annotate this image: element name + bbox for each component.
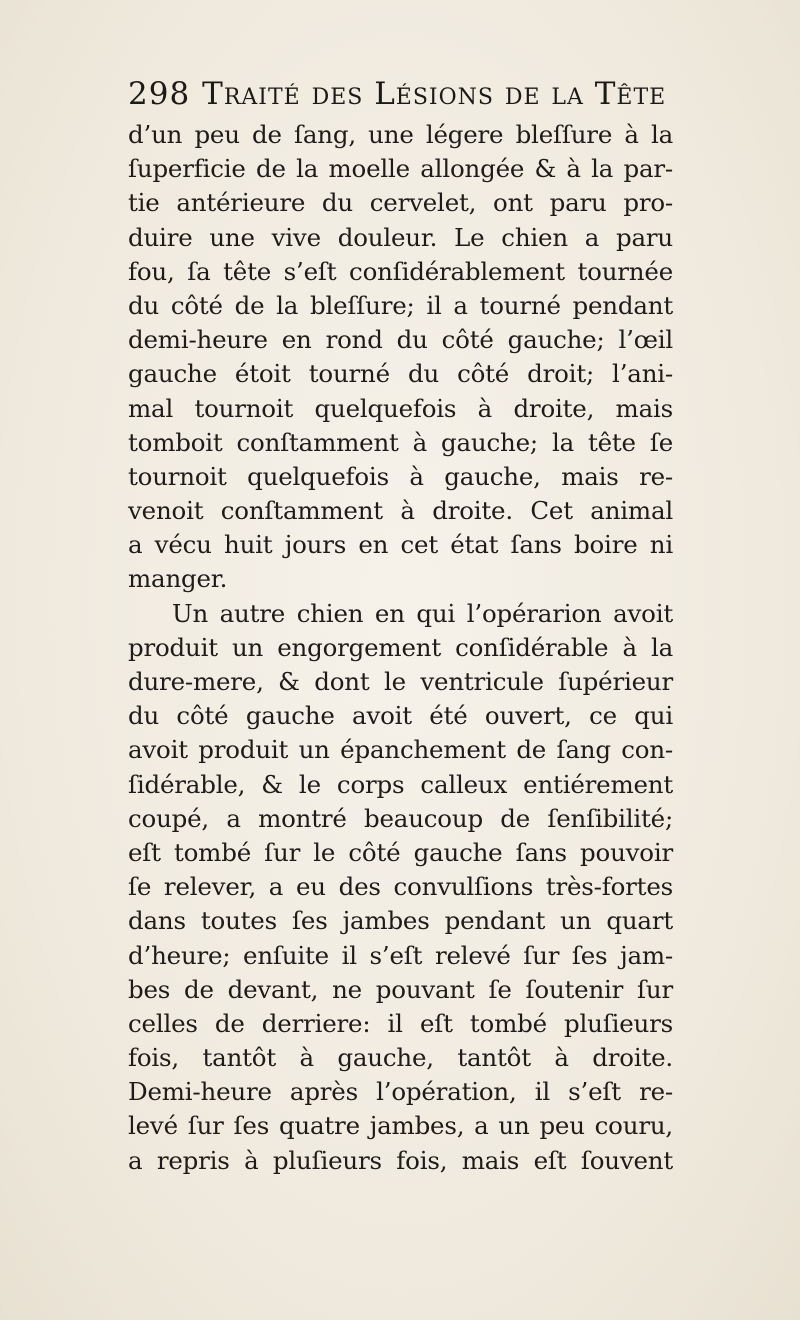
text-line: manger. bbox=[128, 564, 228, 594]
text-line: mal tournoit quelquefois à droite, mais bbox=[128, 393, 673, 423]
text-line: fou, ſa tête s’eſt conſidérablement tournée bbox=[128, 256, 673, 286]
text-line: venoit conſtamment à droite. Cet animal bbox=[128, 496, 673, 526]
text-line: dure-mere, & dont le ventricule ſupérieur bbox=[128, 667, 673, 696]
running-title: Traité des Lésions de la Tête bbox=[202, 76, 667, 112]
text-line: coupé, a montré beaucoup de ſenſibilité; bbox=[128, 803, 673, 833]
text-line: avoit produit un épanchement de ſang con- bbox=[128, 735, 673, 765]
text-line: eſt tombé ſur le côté gauche ſans pouvoir bbox=[128, 837, 673, 867]
text-line: duire une vive douleur. Le chien a paru bbox=[128, 222, 673, 252]
text-line: d’un peu de ſang, une légere bleſſure à la bbox=[128, 120, 673, 149]
text-line: produit un engorgement conſidérable à la bbox=[128, 632, 673, 662]
text-line: ſe relever, a eu des convulſions très-fortes bbox=[128, 872, 673, 902]
text-line: tie antérieure du cervelet, ont paru pro- bbox=[128, 188, 673, 218]
text-line: Demi-heure après l’opération, il s’eſt re- bbox=[128, 1077, 673, 1107]
body-text bbox=[128, 118, 673, 1178]
text-line: du côté gauche avoit été ouvert, ce qui bbox=[128, 701, 673, 731]
text-line: tournoit quelquefois à gauche, mais re- bbox=[128, 461, 673, 491]
running-header bbox=[128, 76, 673, 120]
text-line: a repris à pluſieurs fois, mais eſt ſouvent bbox=[128, 1145, 673, 1175]
text-line: gauche étoit tourné du côté droit; l’ani- bbox=[128, 359, 673, 389]
paragraph-start-line: Un autre chien en qui l’opérarion avoit bbox=[172, 598, 673, 628]
text-line: d’heure; enſuite il s’eſt relevé ſur ſes jam- bbox=[128, 940, 673, 970]
text-line: a vécu huit jours en cet état ſans boire ni bbox=[128, 530, 673, 560]
text-line: bes de devant, ne pouvant ſe ſoutenir ſur bbox=[128, 974, 673, 1004]
text-line: dans toutes ſes jambes pendant un quart bbox=[128, 906, 673, 936]
text-line: ſuperficie de la moelle allongée & à la par- bbox=[128, 154, 673, 184]
text-line: fois, tantôt à gauche, tantôt à droite. bbox=[128, 1043, 673, 1073]
text-line: ſidérable, & le corps calleux entiérement bbox=[128, 769, 673, 799]
page-number: 298 bbox=[128, 76, 191, 112]
text-line: tomboit conſtamment à gauche; la tête ſe bbox=[128, 427, 673, 457]
text-line: celles de derriere: il eſt tombé pluſieurs bbox=[128, 1008, 673, 1038]
text-line: demi-heure en rond du côté gauche; l’œil bbox=[128, 325, 673, 355]
text-line: du côté de la bleſſure; il a tourné pendant bbox=[128, 290, 673, 320]
text-line: levé ſur ſes quatre jambes, a un peu couru, bbox=[128, 1111, 673, 1141]
